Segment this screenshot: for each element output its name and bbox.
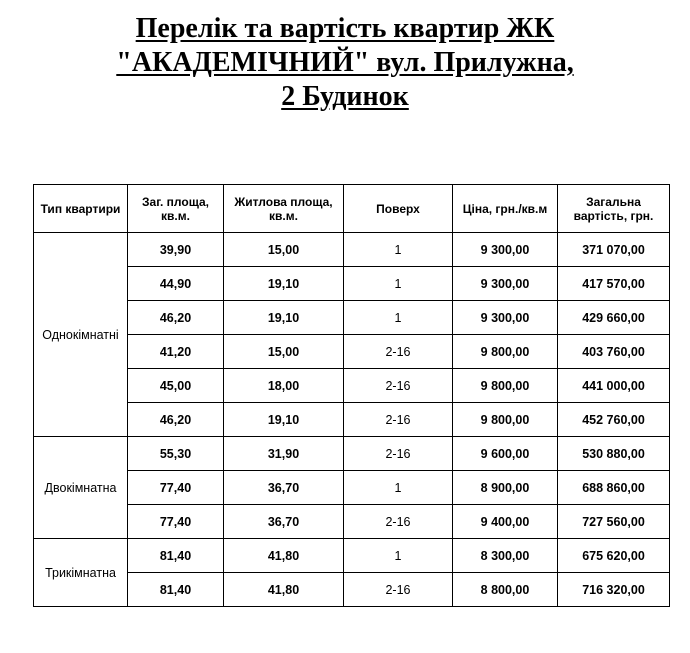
table-row bbox=[34, 233, 670, 267]
floor-cell: 1 bbox=[344, 301, 453, 335]
table-row bbox=[34, 505, 670, 539]
total-area-cell: 46,20 bbox=[128, 301, 224, 335]
total-area-cell: 46,20 bbox=[128, 403, 224, 437]
living-area-cell: 18,00 bbox=[224, 369, 344, 403]
total-area-cell: 55,30 bbox=[128, 437, 224, 471]
price-cell: 8 900,00 bbox=[453, 471, 558, 505]
floor-cell: 2-16 bbox=[344, 403, 453, 437]
living-area-cell: 19,10 bbox=[224, 403, 344, 437]
total-area-cell: 81,40 bbox=[128, 539, 224, 573]
total-cost-cell: 716 320,00 bbox=[558, 573, 670, 607]
header-type: Тип квартири bbox=[34, 185, 128, 233]
price-cell: 9 300,00 bbox=[453, 233, 558, 267]
total-area-cell: 39,90 bbox=[128, 233, 224, 267]
page-title bbox=[0, 12, 690, 114]
table-row bbox=[34, 471, 670, 505]
price-cell: 9 300,00 bbox=[453, 267, 558, 301]
table-row bbox=[34, 369, 670, 403]
living-area-cell: 19,10 bbox=[224, 301, 344, 335]
living-area-cell: 36,70 bbox=[224, 505, 344, 539]
title-line-2: "АКАДЕМІЧНИЙ" вул. Прилужна, bbox=[116, 47, 574, 78]
price-cell: 9 300,00 bbox=[453, 301, 558, 335]
title-line-1: Перелік та вартість квартир ЖК bbox=[135, 13, 555, 44]
floor-cell: 2-16 bbox=[344, 505, 453, 539]
header-price: Ціна, грн./кв.м bbox=[453, 185, 558, 233]
table-row bbox=[34, 539, 670, 573]
floor-cell: 2-16 bbox=[344, 437, 453, 471]
price-cell: 9 800,00 bbox=[453, 403, 558, 437]
table-row bbox=[34, 403, 670, 437]
total-cost-cell: 417 570,00 bbox=[558, 267, 670, 301]
header-total-area: Заг. площа, кв.м. bbox=[128, 185, 224, 233]
total-cost-cell: 688 860,00 bbox=[558, 471, 670, 505]
floor-cell: 1 bbox=[344, 471, 453, 505]
header-floor: Поверх bbox=[344, 185, 453, 233]
price-cell: 9 400,00 bbox=[453, 505, 558, 539]
apartment-type-cell: Трикімнатна bbox=[34, 539, 128, 607]
table-row bbox=[34, 267, 670, 301]
living-area-cell: 19,10 bbox=[224, 267, 344, 301]
total-cost-cell: 371 070,00 bbox=[558, 233, 670, 267]
total-area-cell: 45,00 bbox=[128, 369, 224, 403]
total-area-cell: 77,40 bbox=[128, 471, 224, 505]
living-area-cell: 41,80 bbox=[224, 539, 344, 573]
table-body bbox=[34, 233, 670, 607]
price-cell: 8 300,00 bbox=[453, 539, 558, 573]
price-cell: 9 800,00 bbox=[453, 369, 558, 403]
table-row bbox=[34, 437, 670, 471]
table-header-row bbox=[34, 185, 670, 233]
total-cost-cell: 452 760,00 bbox=[558, 403, 670, 437]
living-area-cell: 15,00 bbox=[224, 233, 344, 267]
floor-cell: 1 bbox=[344, 539, 453, 573]
living-area-cell: 41,80 bbox=[224, 573, 344, 607]
total-area-cell: 41,20 bbox=[128, 335, 224, 369]
total-area-cell: 81,40 bbox=[128, 573, 224, 607]
floor-cell: 2-16 bbox=[344, 573, 453, 607]
total-cost-cell: 727 560,00 bbox=[558, 505, 670, 539]
floor-cell: 1 bbox=[344, 233, 453, 267]
price-cell: 8 800,00 bbox=[453, 573, 558, 607]
price-cell: 9 800,00 bbox=[453, 335, 558, 369]
total-cost-cell: 441 000,00 bbox=[558, 369, 670, 403]
price-cell: 9 600,00 bbox=[453, 437, 558, 471]
total-cost-cell: 675 620,00 bbox=[558, 539, 670, 573]
apartments-table bbox=[33, 184, 670, 607]
table-row bbox=[34, 573, 670, 607]
floor-cell: 2-16 bbox=[344, 335, 453, 369]
total-area-cell: 44,90 bbox=[128, 267, 224, 301]
living-area-cell: 15,00 bbox=[224, 335, 344, 369]
total-area-cell: 77,40 bbox=[128, 505, 224, 539]
table-row bbox=[34, 301, 670, 335]
living-area-cell: 31,90 bbox=[224, 437, 344, 471]
total-cost-cell: 530 880,00 bbox=[558, 437, 670, 471]
living-area-cell: 36,70 bbox=[224, 471, 344, 505]
total-cost-cell: 403 760,00 bbox=[558, 335, 670, 369]
title-line-3: 2 Будинок bbox=[281, 81, 409, 112]
apartment-type-cell: Однокімнатні bbox=[34, 233, 128, 437]
floor-cell: 1 bbox=[344, 267, 453, 301]
header-total-cost: Загальна вартість, грн. bbox=[558, 185, 670, 233]
floor-cell: 2-16 bbox=[344, 369, 453, 403]
header-living-area: Житлова площа, кв.м. bbox=[224, 185, 344, 233]
apartment-type-cell: Двокімнатна bbox=[34, 437, 128, 539]
table-row bbox=[34, 335, 670, 369]
total-cost-cell: 429 660,00 bbox=[558, 301, 670, 335]
